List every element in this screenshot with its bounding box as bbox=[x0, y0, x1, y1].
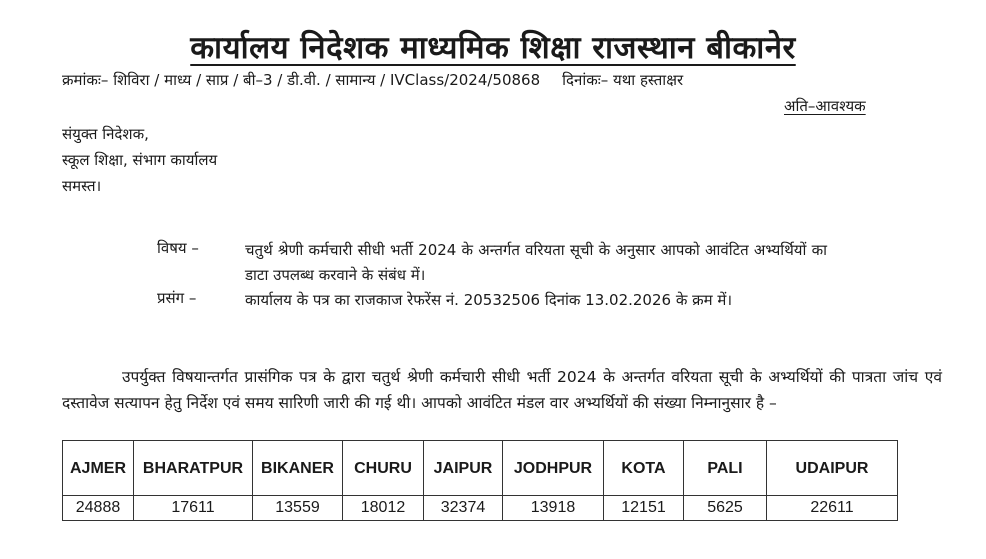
col-header-kota: KOTA bbox=[604, 441, 684, 496]
count-kota: 12151 bbox=[604, 496, 684, 521]
letter-date: दिनांकः– यथा हस्ताक्षर bbox=[562, 71, 684, 89]
subject-text: चतुर्थ श्रेणी कर्मचारी सीधी भर्ती 2024 के अन्तर्गत वरियता सूची के अनुसार आपको आवंटित अभ्यर्थियों का डाटा उपलब्ध करवाने के संबंध में। bbox=[245, 241, 827, 284]
col-header-ajmer: AJMER bbox=[63, 441, 134, 496]
col-header-bikaner: BIKANER bbox=[253, 441, 343, 496]
reference-label: प्रसंग – bbox=[157, 289, 197, 307]
col-header-pali: PALI bbox=[684, 441, 767, 496]
urgency-label: अति–आवश्यक bbox=[784, 97, 866, 115]
count-pali: 5625 bbox=[684, 496, 767, 521]
addressee-line-3: समस्त। bbox=[62, 177, 102, 195]
subject-label: विषय – bbox=[157, 239, 199, 257]
count-jodhpur: 13918 bbox=[503, 496, 604, 521]
division-count-table bbox=[62, 440, 898, 521]
col-header-udaipur: UDAIPUR bbox=[767, 441, 898, 496]
reference-number: क्रमांकः– शिविरा / माध्य / साप्र / बी–3 / डी.वी. / सामान्य / IVClass/2024/50868 bbox=[62, 71, 541, 89]
addressee-line-1: संयुक्त निदेशक, bbox=[62, 125, 149, 143]
reference-row bbox=[157, 288, 827, 313]
reference-line bbox=[62, 70, 683, 90]
count-jaipur: 32374 bbox=[424, 496, 503, 521]
reference-text: कार्यालय के पत्र का राजकाज रेफरेंस नं. 20532506 दिनांक 13.02.2026 के क्रम में। bbox=[245, 291, 733, 309]
table-header-row bbox=[63, 441, 898, 496]
office-title bbox=[0, 26, 986, 68]
count-udaipur: 22611 bbox=[767, 496, 898, 521]
count-bikaner: 13559 bbox=[253, 496, 343, 521]
count-bharatpur: 17611 bbox=[134, 496, 253, 521]
table-row bbox=[63, 496, 898, 521]
subject-block bbox=[157, 238, 827, 313]
col-header-churu: CHURU bbox=[343, 441, 424, 496]
col-header-jodhpur: JODHPUR bbox=[503, 441, 604, 496]
count-churu: 18012 bbox=[343, 496, 424, 521]
col-header-bharatpur: BHARATPUR bbox=[134, 441, 253, 496]
body-paragraph: उपर्युक्त विषयान्तर्गत प्रासंगिक पत्र के द्वारा चतुर्थ श्रेणी कर्मचारी सीधी भर्ती 2024 के अन्तर्गत वरियता सूची के अभ्यर्थियों की पात्रता जांच एवं दस्तावेज सत्यापन हेतु निर्देश एवं समय सारिणी जारी की गई थी। आपको आवंटित मंडल वार अभ्यर्थियों की संख्या निम्नानुसार है – bbox=[62, 368, 942, 412]
subject-row bbox=[157, 238, 827, 288]
col-header-jaipur: JAIPUR bbox=[424, 441, 503, 496]
addressee-block bbox=[62, 121, 217, 199]
addressee-line-2: स्कूल शिक्षा, संभाग कार्यालय bbox=[62, 151, 218, 169]
count-ajmer: 24888 bbox=[63, 496, 134, 521]
office-title-text: कार्यालय निदेशक माध्यमिक शिक्षा राजस्थान बीकानेर bbox=[190, 30, 796, 66]
